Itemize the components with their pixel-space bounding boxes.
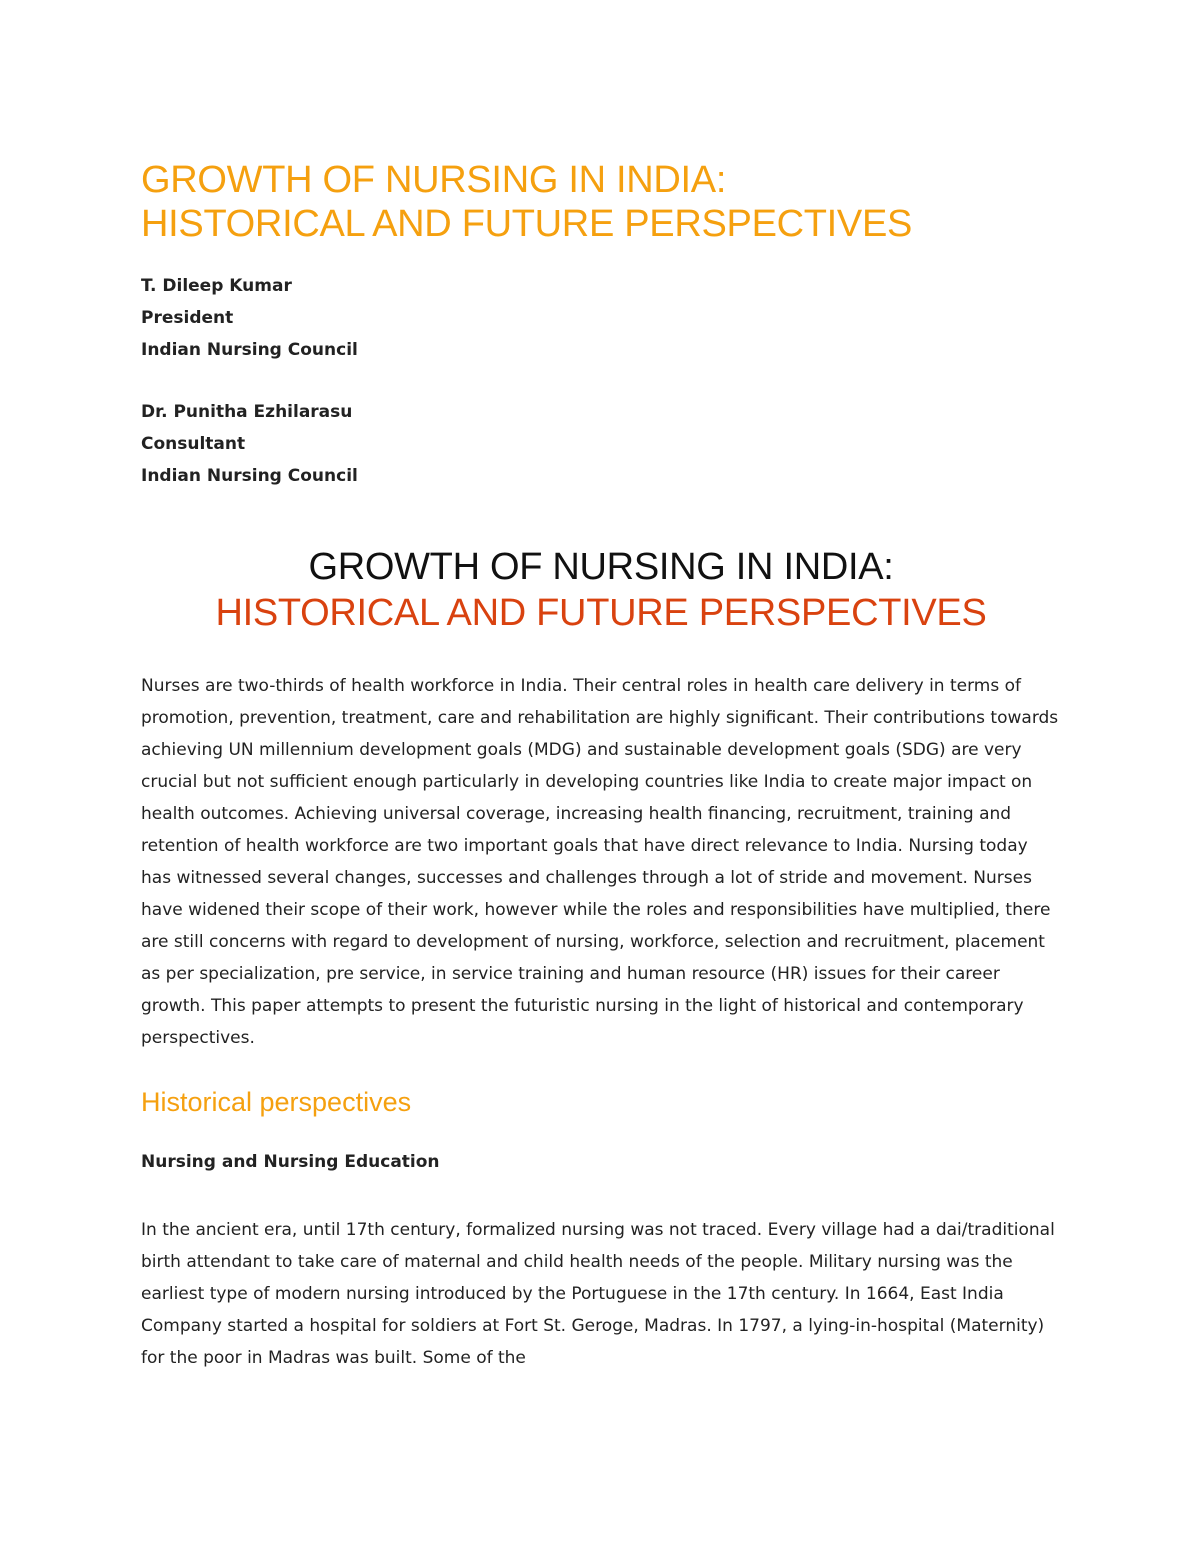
author-name: Dr. Punitha Ezhilarasu xyxy=(141,402,353,422)
author-block xyxy=(141,270,1061,366)
author-organization: Indian Nursing Council xyxy=(141,466,358,486)
author-role: Consultant xyxy=(141,434,246,454)
section-heading: Historical perspectives xyxy=(141,1087,412,1117)
sub-heading: Nursing and Nursing Education xyxy=(141,1152,440,1172)
author-organization: Indian Nursing Council xyxy=(141,340,358,360)
document-page xyxy=(141,158,1061,1374)
author-role: President xyxy=(141,308,234,328)
article-title xyxy=(141,544,1061,636)
article-title-line-1: GROWTH OF NURSING IN INDIA: xyxy=(308,546,894,588)
article-title-line-2: HISTORICAL AND FUTURE PERSPECTIVES xyxy=(215,592,987,634)
author-name: T. Dileep Kumar xyxy=(141,276,292,296)
body-paragraph: In the ancient era, until 17th century, formalized nursing was not traced. Every village had a dai/traditional birth attendant to take care of maternal and child health needs of the people. Military nursing was the earliest type of modern nursing introduced by the Portuguese in the 17th century. In 1664, East India Company started a hospital for soldiers at Fort St. Geroge, Madras. In 1797, a lying-in-hospital (Maternity) for the poor in Madras was built. Some of the xyxy=(141,1220,1055,1368)
abstract-paragraph: Nurses are two-thirds of health workforce in India. Their central roles in health care delivery in terms of promotion, prevention, treatment, care and rehabilitation are highly significant. Their contributions towards achieving UN millennium development goals (MDG) and sustainable development goals (SDG) are very crucial but not sufficient enough particularly in developing countries like India to create major impact on health outcomes. Achieving universal coverage, increasing health financing, recruitment, training and retention of health workforce are two important goals that have direct relevance to India. Nursing today has witnessed several changes, successes and challenges through a lot of stride and movement. Nurses have widened their scope of their work, however while the roles and responsibilities have multiplied, there are still concerns with regard to development of nursing, workforce, selection and recruitment, placement as per specialization, pre service, in service training and human resource (HR) issues for their career growth. This paper attempts to present the futuristic nursing in the light of historical and contemporary perspectives. xyxy=(141,676,1059,1048)
document-title-line-1: GROWTH OF NURSING IN INDIA: xyxy=(141,159,727,201)
authors-list xyxy=(141,270,1061,492)
document-title-line-2: HISTORICAL AND FUTURE PERSPECTIVES xyxy=(141,203,913,245)
author-block xyxy=(141,396,1061,492)
document-title xyxy=(141,158,1061,246)
